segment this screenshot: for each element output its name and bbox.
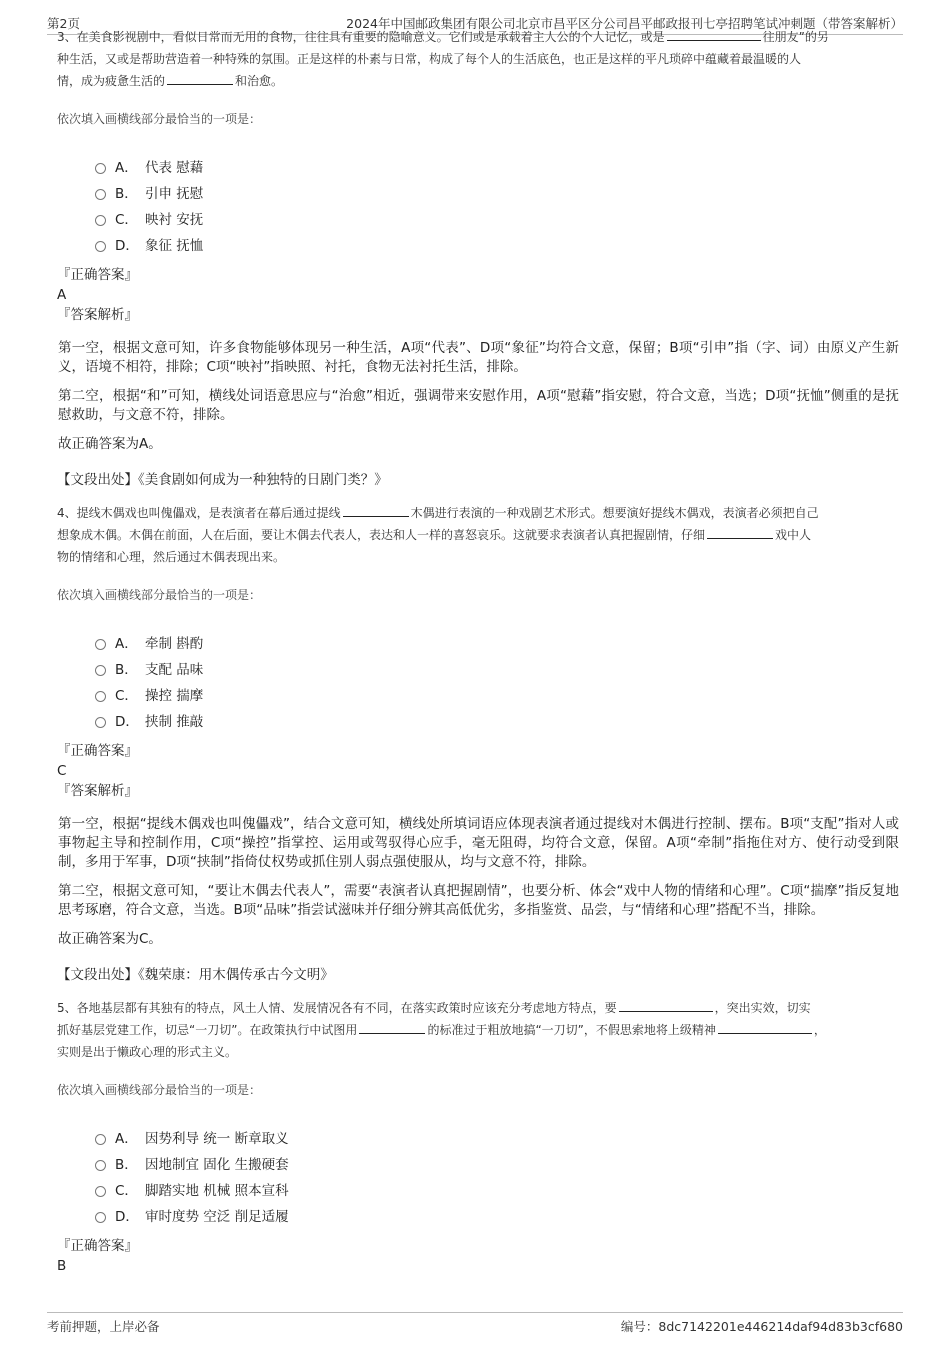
option-c[interactable]: [95, 1176, 899, 1202]
radio-icon[interactable]: [95, 691, 106, 702]
option-a[interactable]: [95, 153, 899, 179]
stem-text: 种生活，又或是帮助营造着一种特殊的氛围。正是这样的朴素与日常，构成了每个人的生活底色，也正是这样的平凡琐碎中蕴藏着最温暖的人: [57, 52, 802, 66]
answer-value: B: [57, 1258, 67, 1274]
analysis-paragraph: 第一空，根据文意可知，许多食物能够体现另一种生活，A项“代表”、D项“象征”均符合文意，保留；B项“引申”指（字、词）由原义产生新义，语境不相符，排除；C项“映衬”指映照、衬托，食物无法衬托生活，排除。: [58, 340, 899, 375]
page-footer: [47, 1312, 903, 1337]
option-letter: D．: [115, 714, 139, 730]
analysis-paragraph: 第二空，根据“和”可知，横线处词语意思应与“治愈”相近，强调带来安慰作用，A项“慰藉”指安慰，符合文意，当选；D项“抚恤”侧重的是抚慰救助，与文意不符，排除。: [58, 388, 899, 423]
analysis-conclusion: 故正确答案为C。: [58, 931, 162, 947]
question-3: [57, 26, 899, 488]
fill-blank: [707, 526, 773, 539]
option-b[interactable]: [95, 1150, 899, 1176]
option-text: 因势利导 统一 断章取义: [145, 1131, 289, 1147]
source-citation: 【文段出处】《魏荣康：用木偶传承古今文明》: [57, 967, 334, 983]
page-number: 第2页: [47, 16, 80, 31]
stem-text: 木偶进行表演的一种戏剧艺术形式。想要演好提线木偶戏，表演者必须把自己: [410, 506, 819, 520]
stem-text: 戏中人: [775, 528, 812, 542]
question-5: [57, 997, 899, 1276]
question-stem: [57, 502, 899, 568]
option-text: 映衬 安抚: [145, 212, 204, 228]
radio-icon[interactable]: [95, 639, 106, 650]
stem-text: 抓好基层党建工作，切忌“一刀切”。在政策执行中试图用: [57, 1023, 358, 1037]
radio-icon[interactable]: [95, 1160, 106, 1171]
option-letter: A．: [115, 1131, 138, 1147]
main-content: [57, 30, 899, 1276]
stem-text: 和治愈。: [235, 74, 284, 88]
fill-blank: [343, 504, 409, 517]
option-text: 支配 品味: [145, 662, 204, 678]
analysis-paragraph: 第二空，根据文意可知，“要让木偶去代表人”，需要“表演者认真把握剧情”，也要分析、体会“戏中人物的情绪和心理”。C项“揣摩”指反复地思考琢磨，符合文意，当选。B项“品味”指尝试滋味并仔细分辨其高低优劣，多指鉴赏、品尝，与“情绪和心理”搭配不当，排除。: [58, 883, 899, 918]
stem-text: 实则是出于懒政心理的形式主义。: [57, 1045, 238, 1059]
stem-text: 5、各地基层都有其独有的特点，风土人情、发展情况各有不同，在落实政策时应该充分考虑地方特点，要: [57, 1001, 617, 1015]
radio-icon[interactable]: [95, 665, 106, 676]
option-letter: C．: [115, 212, 138, 228]
fill-blank: [667, 28, 761, 41]
option-text: 审时度势 空泛 削足适履: [145, 1209, 289, 1225]
answer-value: C: [57, 763, 67, 779]
answer-label: 『正确答案』: [57, 267, 138, 283]
analysis-label: 『答案解析』: [57, 307, 138, 323]
radio-icon[interactable]: [95, 241, 106, 252]
option-text: 代表 慰藉: [145, 160, 204, 176]
answer-value: A: [57, 287, 67, 303]
option-text: 因地制宜 固化 生搬硬套: [145, 1157, 289, 1173]
document-id: 编号：8dc7142201e446214daf94d83b3cf680: [620, 1319, 903, 1334]
analysis-conclusion: 故正确答案为A。: [58, 436, 162, 452]
answer-label: 『正确答案』: [57, 743, 138, 759]
option-letter: A．: [115, 160, 138, 176]
stem-text: 的标准过于粗放地搞“一刀切”，不假思索地将上级精神: [427, 1023, 716, 1037]
option-text: 引申 抚慰: [145, 186, 204, 202]
option-c[interactable]: [95, 681, 899, 707]
option-list: [95, 629, 899, 733]
instruction: 依次填入画横线部分最恰当的一项是：: [57, 1083, 262, 1097]
option-b[interactable]: [95, 655, 899, 681]
fill-blank: [718, 1021, 812, 1034]
question-4: [57, 502, 899, 983]
option-letter: B．: [115, 1157, 138, 1173]
stem-text: 4、提线木偶戏也叫傀儡戏，是表演者在幕后通过提线: [57, 506, 341, 520]
stem-text: 往朋友”的另: [762, 30, 829, 44]
stem-text: ，突出实效，切实: [714, 1001, 811, 1015]
option-b[interactable]: [95, 179, 899, 205]
option-letter: D．: [115, 1209, 139, 1225]
radio-icon[interactable]: [95, 189, 106, 200]
question-stem: [57, 26, 899, 92]
option-text: 操控 揣摩: [145, 688, 204, 704]
stem-text: ，: [813, 1023, 826, 1037]
option-letter: B．: [115, 186, 138, 202]
question-stem: [57, 997, 899, 1063]
option-letter: B．: [115, 662, 138, 678]
stem-text: 想象成木偶。木偶在前面，人在后面，要让木偶去代表人，表达和人一样的喜怒哀乐。这就要求表演者认真把握剧情，仔细: [57, 528, 706, 542]
option-text: 牵制 斟酌: [145, 636, 204, 652]
option-text: 挟制 推敲: [145, 714, 204, 730]
analysis-paragraph: 第一空，根据“提线木偶戏也叫傀儡戏”，结合文意可知，横线处所填词语应体现表演者通过提线对木偶进行控制、摆布。B项“支配”指对人或事物起主导和控制作用，C项“操控”指掌控、运用或驾驭得心应手，毫无阻碍，均符合文意，保留。A项“牵制”指拖住对方、使行动受到限制，多用于军事，D项“挟制”指倚仗权势或抓住别人弱点强使服从，均与文意不符，排除。: [58, 816, 899, 870]
analysis-label: 『答案解析』: [57, 783, 138, 799]
option-list: [95, 1124, 899, 1228]
option-letter: A．: [115, 636, 138, 652]
option-letter: C．: [115, 688, 138, 704]
source-citation: 【文段出处】《美食剧如何成为一种独特的日剧门类？》: [57, 472, 388, 488]
stem-text: 3、在美食影视剧中，看似日常而无用的食物，往往具有重要的隐喻意义。它们或是承载着主人公的个人记忆，或是: [57, 30, 665, 44]
footer-slogan: 考前押题，上岸必备: [47, 1319, 160, 1334]
option-list: [95, 153, 899, 257]
stem-text: 物的情绪和心理，然后通过木偶表现出来。: [57, 550, 286, 564]
radio-icon[interactable]: [95, 163, 106, 174]
option-a[interactable]: [95, 1124, 899, 1150]
radio-icon[interactable]: [95, 1134, 106, 1145]
instruction: 依次填入画横线部分最恰当的一项是：: [57, 112, 262, 126]
radio-icon[interactable]: [95, 215, 106, 226]
instruction: 依次填入画横线部分最恰当的一项是：: [57, 588, 262, 602]
radio-icon[interactable]: [95, 1186, 106, 1197]
option-letter: C．: [115, 1183, 138, 1199]
option-letter: D．: [115, 238, 139, 254]
option-d[interactable]: [95, 707, 899, 733]
stem-text: 情，成为疲惫生活的: [57, 74, 166, 88]
answer-label: 『正确答案』: [57, 1238, 138, 1254]
radio-icon[interactable]: [95, 717, 106, 728]
option-c[interactable]: [95, 205, 899, 231]
fill-blank: [619, 999, 713, 1012]
option-text: 脚踏实地 机械 照本宣科: [145, 1183, 289, 1199]
radio-icon[interactable]: [95, 1212, 106, 1223]
fill-blank: [167, 72, 233, 85]
option-a[interactable]: [95, 629, 899, 655]
fill-blank: [359, 1021, 425, 1034]
option-d[interactable]: [95, 1202, 899, 1228]
document-title: 2024年中国邮政集团有限公司北京市昌平区分公司昌平邮政报刊七亭招聘笔试冲刺题（带答案解析）: [346, 16, 903, 31]
option-d[interactable]: [95, 231, 899, 257]
option-text: 象征 抚恤: [145, 238, 204, 254]
